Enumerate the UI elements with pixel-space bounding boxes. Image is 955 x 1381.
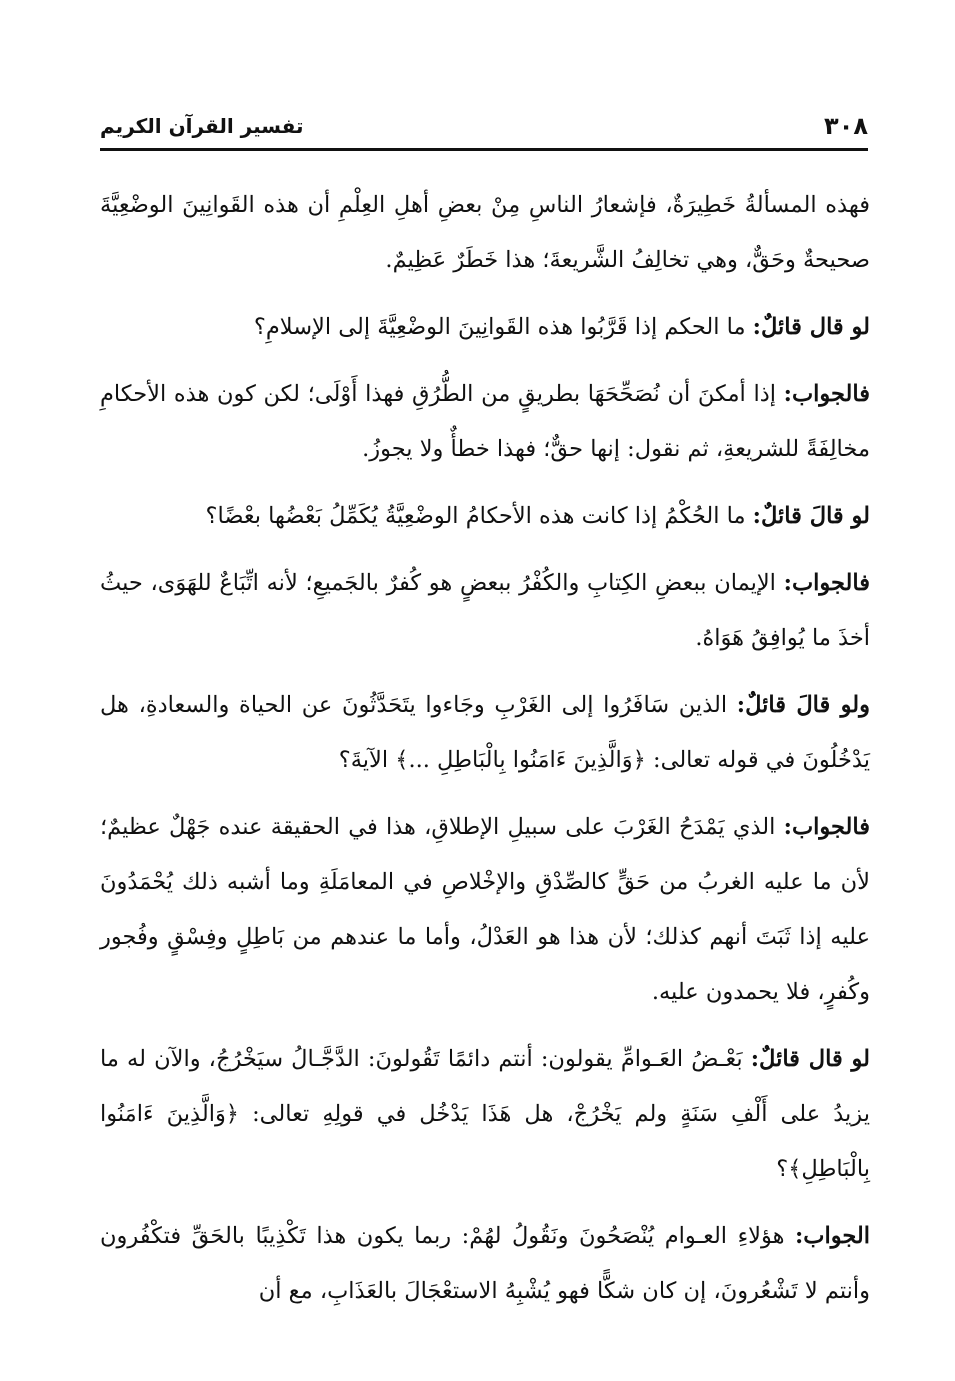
paragraph-text: ما الحكم إذا قَرَّبُوا هذه القَوانِينَ الوضْعِيَّةَ إلى الإسلامِ؟ (253, 314, 753, 340)
paragraph-lead: لو قالَ قائلٌ: (752, 503, 870, 529)
paragraph-text: ما الحُكْمُ إذا كانت هذه الأحكامُ الوضْعِيَّةُ يُكَمِّلُ بَعْضُها بعْضًا؟ (205, 503, 753, 529)
paragraph-lead: فالجواب: (783, 570, 870, 596)
body-text (100, 178, 870, 1331)
paragraph-text: بَعْـضُ العَـوامِّ يقولون: أنتم دائمًا تَقُولونَ: الدَّجَّـالُ سيَخْرُجُ، والآن له ما يزيدُ على أَلْفِ سَنَةٍ ولم يَخْرُجْ، هل هَذَا يَدْخُل في قولِهِ تعالى: ﴿وَالَّذِينَ ءَامَنُوا بِالْبَاطِلِ﴾؟ (100, 1046, 870, 1182)
paragraph-lead: فالجواب: (783, 381, 870, 407)
paragraph (100, 489, 870, 544)
paragraph (100, 1032, 870, 1197)
page-number: ٣٠٨ (824, 112, 868, 140)
paragraph-text: الذين سَافَرُوا إلى الغَرْبِ وجَاءوا يتَحَدَّثُونَ عن الحياة والسعادةِ، هل يَدْخُلُونَ في قوله تعالى: ﴿وَالَّذِينَ ءَامَنُوا بِالْبَاطِلِ ...﴾ الآيةَ؟ (100, 692, 870, 773)
paragraph (100, 178, 870, 288)
page-header (100, 112, 868, 151)
paragraph-lead: لو قال قائلٌ: (750, 1046, 870, 1072)
paragraph-lead: ولو قالَ قائلٌ: (736, 692, 870, 718)
running-title: تفسير القرآن الكريم (100, 114, 304, 138)
paragraph-text: الإيمان ببعضِ الكِتابِ والكُفْرُ ببعضٍ هو كُفرٌ بالجَميعِ؛ لأنه اتِّبَاعٌ للهَوَى، حيثُ أخذَ ما يُوافِقُ هَوَاهُ. (100, 570, 870, 651)
paragraph (100, 300, 870, 355)
paragraph-text: هؤلاءِ العـوام يُنْصَحُونَ ونَقُولُ لهُمْ: ربما يكون هذا تَكْذِيبًا بالحَقِّ فتكْفُرون وأنتم لا تَشْعُرونَ، إن كان شكًّا فهو يُشْبِهُ الاستعْجَالَ بالعَذَابِ، مع أن (100, 1223, 870, 1304)
paragraph-text: الذي يَمْدَحُ الغَرْبَ على سبيلِ الإطلاقِ، هذا في الحقيقة عنده جَهْلٌ عظيمٌ؛ لأن ما عليه الغربُ من حَقٍّ كالصِّدْقِ والإخْلاصِ في المعامَلَةِ وما أشبه ذلك يُحْمَدُونَ عليه إذا ثَبَتَ أنهم كذلك؛ لأن هذا هو العَدْلُ، وأما ما عندهم من بَاطِلٍ وفِسْقٍ وفُجور وكُفرٍ، فلا يحمدون عليه. (100, 814, 870, 1005)
paragraph (100, 678, 870, 788)
paragraph (100, 1209, 870, 1319)
paragraph-lead: لو قال قائلٌ: (752, 314, 870, 340)
paragraph-lead: فالجواب: (783, 814, 870, 840)
paragraph (100, 556, 870, 666)
paragraph (100, 367, 870, 477)
paragraph-text: فهذه المسألةُ خَطِيرَةٌ، فإشعارُ الناسِ مِنْ بعضِ أهلِ العِلْمِ أن هذه القَوانِينَ الوضْعِيَّةَ صحيحةٌ وحَقٌّ، وهي تخالِفُ الشَّريعةَ؛ هذا خَطَرٌ عَظِيمٌ. (100, 192, 870, 273)
paragraph (100, 800, 870, 1020)
paragraph-lead: الجواب: (795, 1223, 870, 1249)
paragraph-text: إذا أمكنَ أن نُصَحِّحَهَا بطريقٍ من الطُّرُقِ فهذا أَوْلَى؛ لكن كون هذه الأحكامِ مخالِفَةً للشريعةِ، ثم نقول: إنها حقٌّ؛ فهذا خطأٌ ولا يجوزُ. (100, 381, 870, 462)
